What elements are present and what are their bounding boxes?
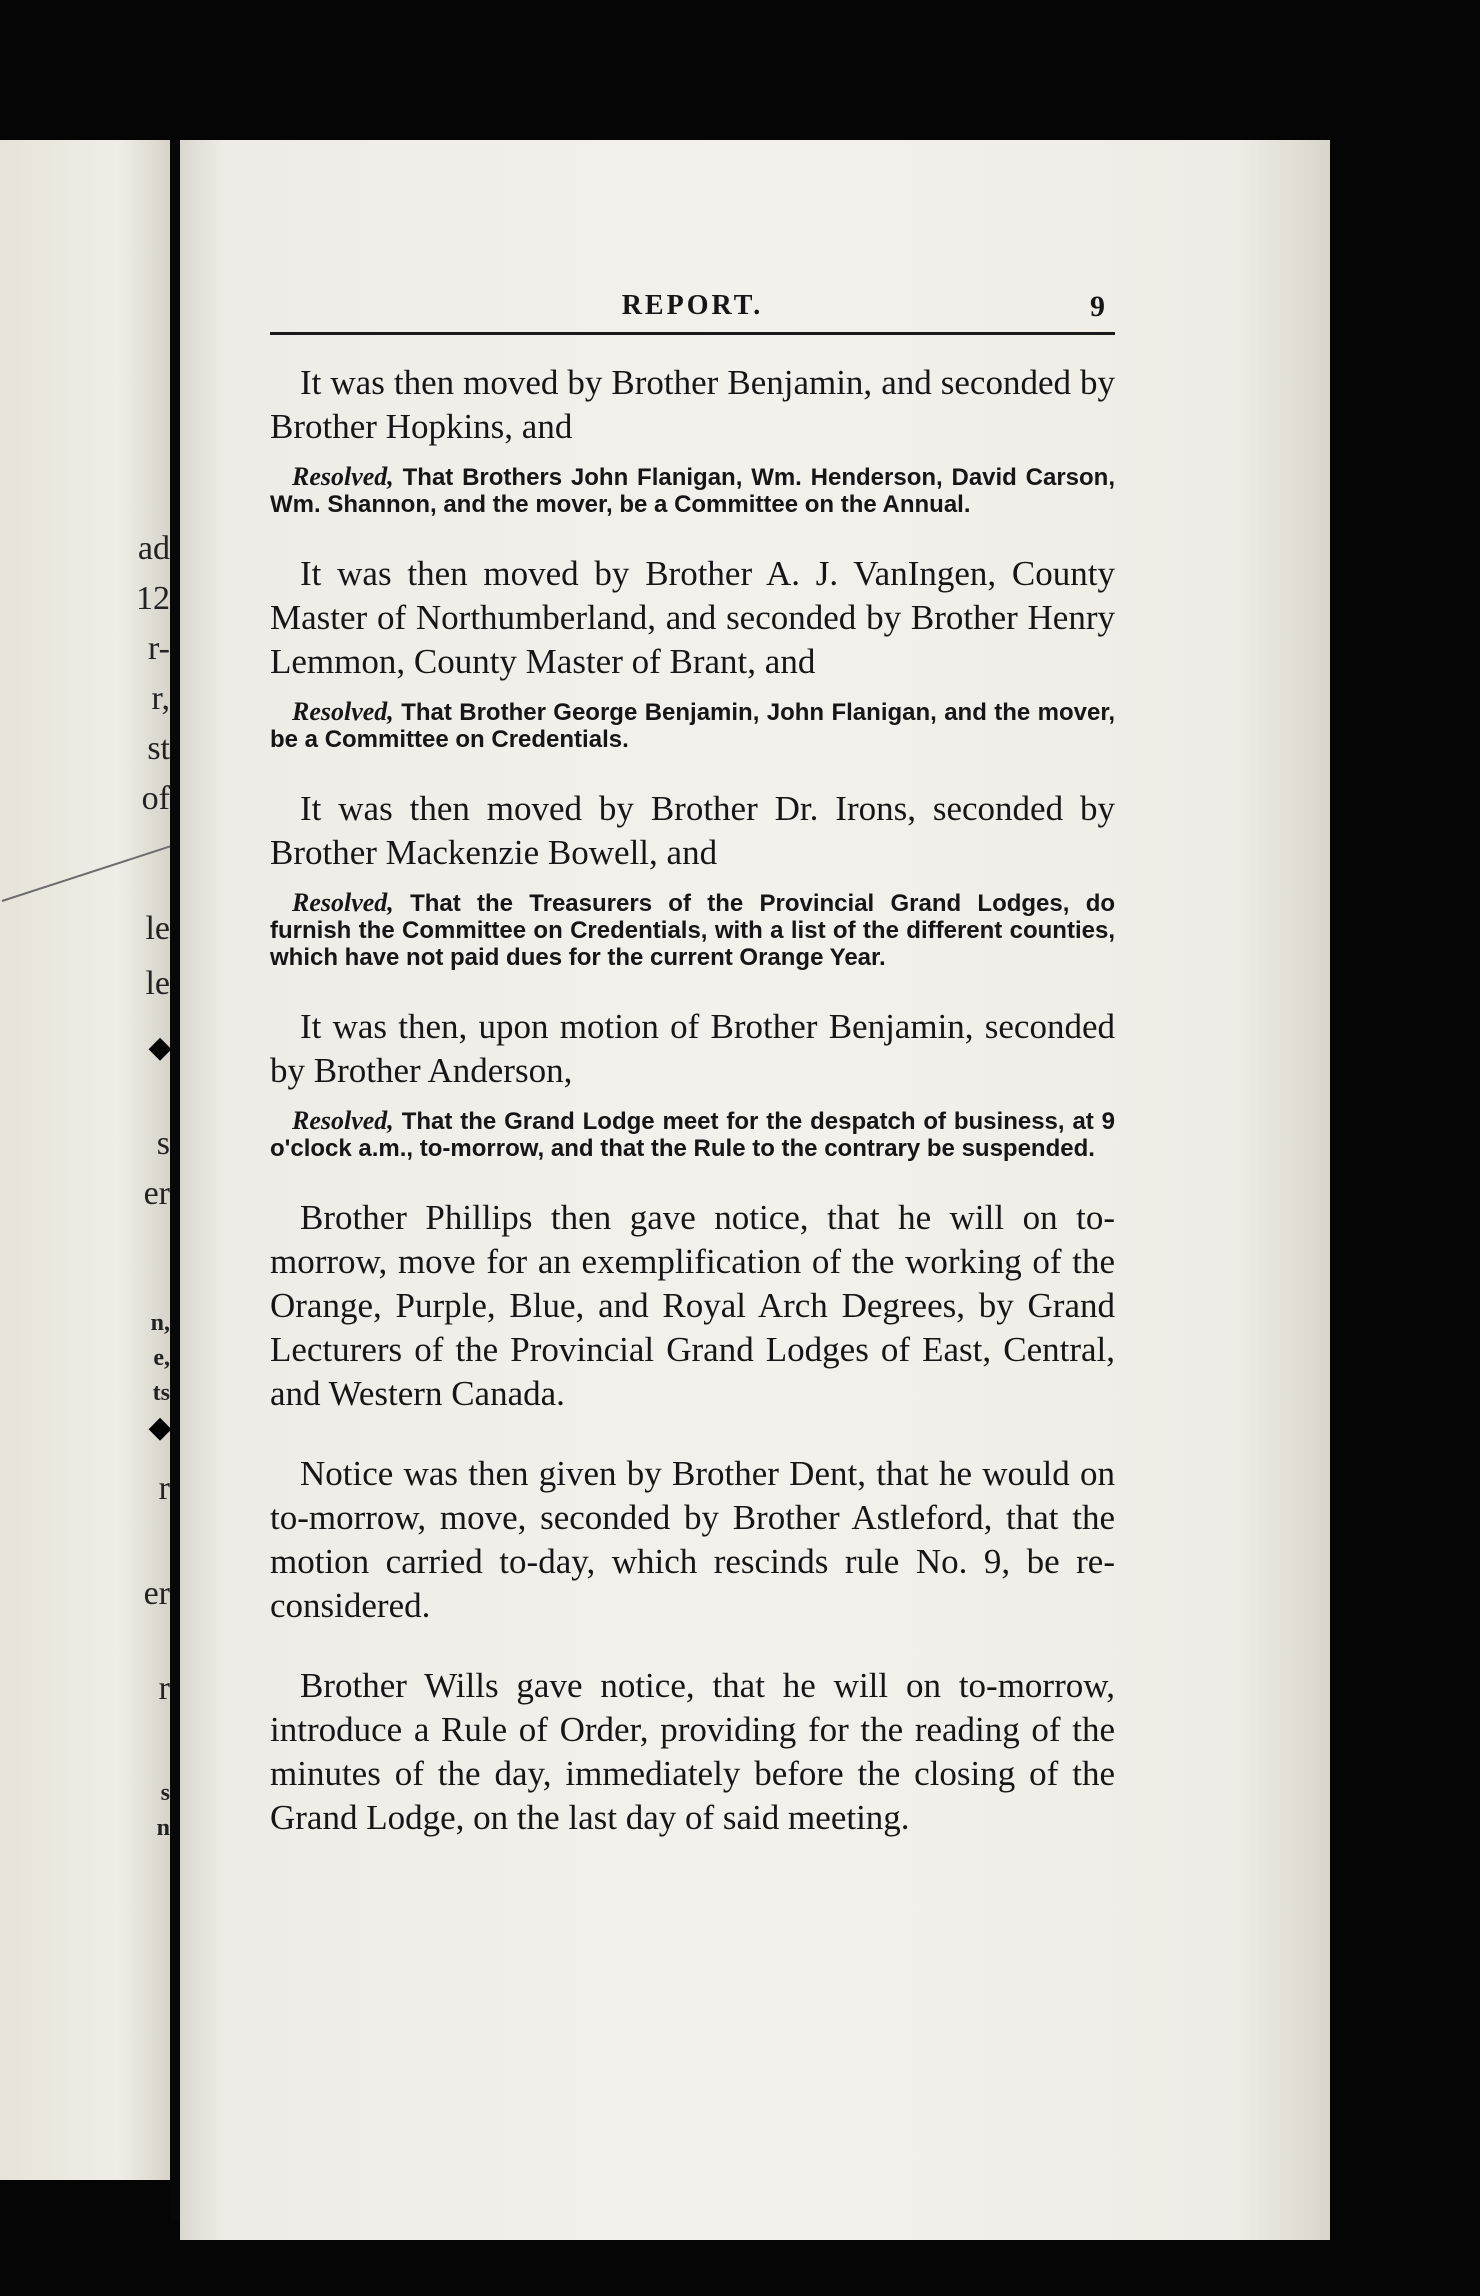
facing-page-fragment: 12 bbox=[136, 580, 170, 617]
facing-page-fragment: n, bbox=[150, 1310, 170, 1336]
body-paragraph: Brother Phillips then gave notice, that he will on to-morrow, move for an exemplification of the working of the Orange, Purple, Blue, and Royal Arch Degrees, by Grand Lecturers of the Provincial Grand Lodges of East, Central, and Western Canada. bbox=[270, 1198, 1115, 1413]
facing-page-fragment: ad bbox=[137, 530, 170, 567]
facing-page-fragment: e, bbox=[153, 1345, 170, 1371]
resolution-paragraph bbox=[270, 463, 1115, 518]
resolution-text: That Brother George Benjamin, John Flanigan, and the mover, be a Committee on Credentials. bbox=[270, 699, 1116, 753]
body-paragraph: It was then moved by Brother Dr. Irons, seconded by Brother Mackenzie Bowell, and bbox=[270, 789, 1115, 872]
binding-clip-icon: ◆ bbox=[148, 1030, 172, 1065]
resolution-text: That the Treasurers of the Provincial Grand Lodges, do furnish the Committee on Credentials, with a list of the different counties, which have not paid dues for the current Orange Year. bbox=[270, 890, 1116, 971]
page-header bbox=[270, 290, 1115, 335]
body-paragraph: Notice was then given by Brother Dent, that he would on to-morrow, move, seconded by Brother Astleford, that the motion carried to-day, which rescinds rule No. 9, be re-considered. bbox=[270, 1454, 1115, 1625]
resolution-text: That the Grand Lodge meet for the despatch of business, at 9 o'clock a.m., to-morrow, and that the Rule to the contrary be suspended. bbox=[270, 1108, 1115, 1162]
resolution-lead: Resolved, bbox=[292, 697, 394, 726]
body-text bbox=[270, 361, 1115, 1840]
body-paragraph: It was then, upon motion of Brother Benjamin, seconded by Brother Anderson, bbox=[270, 1007, 1115, 1090]
book-gutter bbox=[170, 140, 180, 2220]
resolution-paragraph bbox=[270, 889, 1115, 971]
page-number: 9 bbox=[1090, 290, 1105, 323]
facing-page-fragment: n bbox=[156, 1815, 170, 1841]
facing-page-fragment: ts bbox=[152, 1380, 170, 1406]
facing-page-fragment: r, bbox=[151, 680, 170, 717]
binding-clip-icon: ◆ bbox=[148, 1410, 172, 1445]
facing-page-edge bbox=[0, 140, 170, 2180]
facing-page-fragment: s bbox=[156, 1125, 170, 1162]
document-page bbox=[180, 140, 1330, 2240]
facing-page-fragment: st bbox=[147, 730, 170, 767]
facing-page-fragment: r bbox=[158, 1670, 170, 1707]
resolution-paragraph bbox=[270, 1107, 1115, 1162]
facing-page-fragment: le bbox=[145, 910, 170, 947]
resolution-lead: Resolved, bbox=[292, 1106, 394, 1135]
resolution-text: That Brothers John Flanigan, Wm. Henderson, David Carson, Wm. Shannon, and the mover, be a Committee on the Annual. bbox=[270, 464, 1115, 518]
resolution-lead: Resolved, bbox=[292, 462, 394, 491]
running-head: REPORT. bbox=[621, 290, 764, 321]
facing-page-fragment: s bbox=[160, 1780, 170, 1806]
facing-page-fragment: er bbox=[143, 1575, 170, 1612]
facing-page-fragment: er bbox=[143, 1175, 170, 1212]
page-content bbox=[270, 290, 1115, 1854]
resolution-lead: Resolved, bbox=[292, 888, 394, 917]
facing-page-fragment: r bbox=[158, 1470, 170, 1507]
body-paragraph: It was then moved by Brother Benjamin, and seconded by Brother Hopkins, and bbox=[270, 363, 1115, 446]
facing-page-fragment: le bbox=[145, 965, 170, 1002]
body-paragraph: Brother Wills gave notice, that he will on to-morrow, introduce a Rule of Order, providing for the reading of the minutes of the day, immediately before the closing of the Grand Lodge, on the last day of said meeting. bbox=[270, 1666, 1115, 1837]
facing-page-fragment: of bbox=[141, 780, 170, 817]
facing-page-fragment: r- bbox=[148, 630, 170, 667]
resolution-paragraph bbox=[270, 698, 1115, 753]
body-paragraph: It was then moved by Brother A. J. VanIngen, County Master of Northumberland, and seconded by Brother Henry Lemmon, County Master of Brant, and bbox=[270, 554, 1115, 681]
